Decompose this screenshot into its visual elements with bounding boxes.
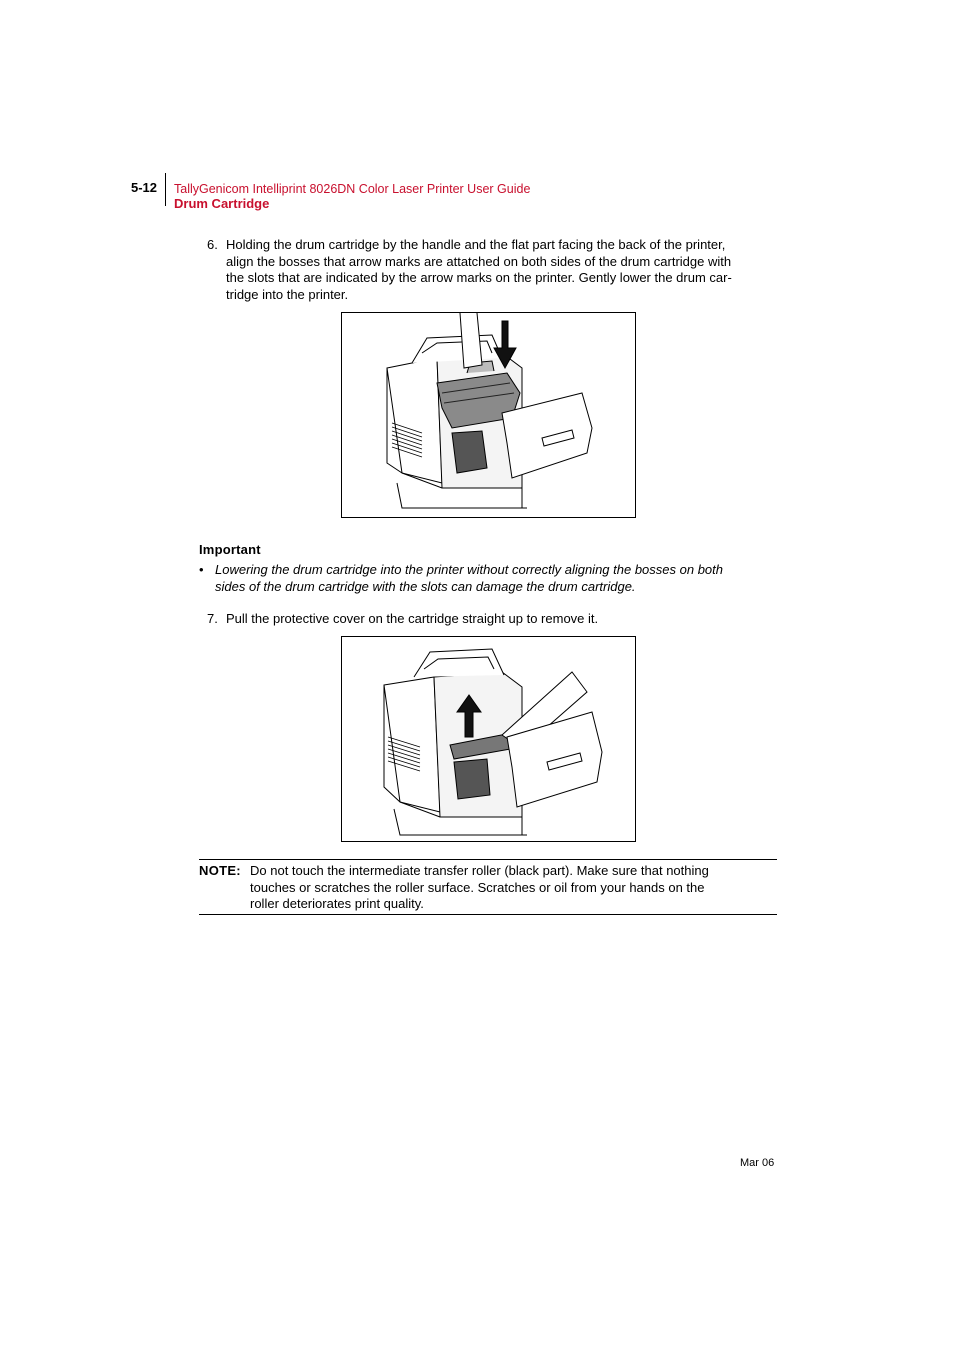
step-number: 7.: [207, 611, 218, 626]
step-line: Holding the drum cartridge by the handle and the flat part facing the back of the printer,: [226, 237, 726, 252]
note-top-rule: [199, 859, 777, 860]
step-line: align the bosses that arrow marks are attatched on both sides of the drum cartridge with: [226, 253, 732, 269]
step-number: 6.: [207, 237, 218, 252]
step-text: [226, 611, 598, 628]
page-number: 5-12: [131, 180, 158, 195]
important-line: Lowering the drum cartridge into the printer without correctly aligning the bosses on both: [215, 562, 724, 577]
footer-date: Mar 06: [740, 1157, 775, 1169]
note-line: roller deteriorates print quality.: [250, 896, 424, 912]
guide-title: TallyGenicom Intelliprint 8026DN Color Laser Printer User Guide: [174, 182, 531, 196]
figure-insert-drum-cartridge: [341, 312, 636, 518]
step-7: [207, 611, 777, 628]
note-label: NOTE:: [199, 863, 241, 878]
note-bottom-rule: [199, 914, 777, 915]
step-line: the slots that are indicated by the arrow marks on the printer. Gently lower the drum car-: [226, 270, 732, 286]
note-line: Do not touch the intermediate transfer roller (black part). Make sure that nothing: [250, 863, 709, 878]
note-line: touches or scratches the roller surface. Scratches or oil from your hands on the: [250, 879, 705, 895]
step-line: Pull the protective cover on the cartridge straight up to remove it.: [226, 611, 599, 626]
note-text: [250, 863, 770, 913]
header-divider: [165, 173, 166, 206]
step-text: [226, 237, 732, 303]
figure-remove-protective-cover: [341, 636, 636, 842]
important-heading: Important: [199, 542, 261, 557]
printer-illustration: [342, 313, 635, 517]
important-line: sides of the drum cartridge with the slots can damage the drum cartridge.: [215, 579, 636, 594]
important-text: [215, 561, 775, 595]
bullet-marker: •: [199, 562, 204, 577]
section-title: Drum Cartridge: [174, 196, 270, 211]
step-line: tridge into the printer.: [226, 286, 349, 302]
printer-illustration: [342, 637, 635, 841]
step-6: [207, 237, 777, 305]
